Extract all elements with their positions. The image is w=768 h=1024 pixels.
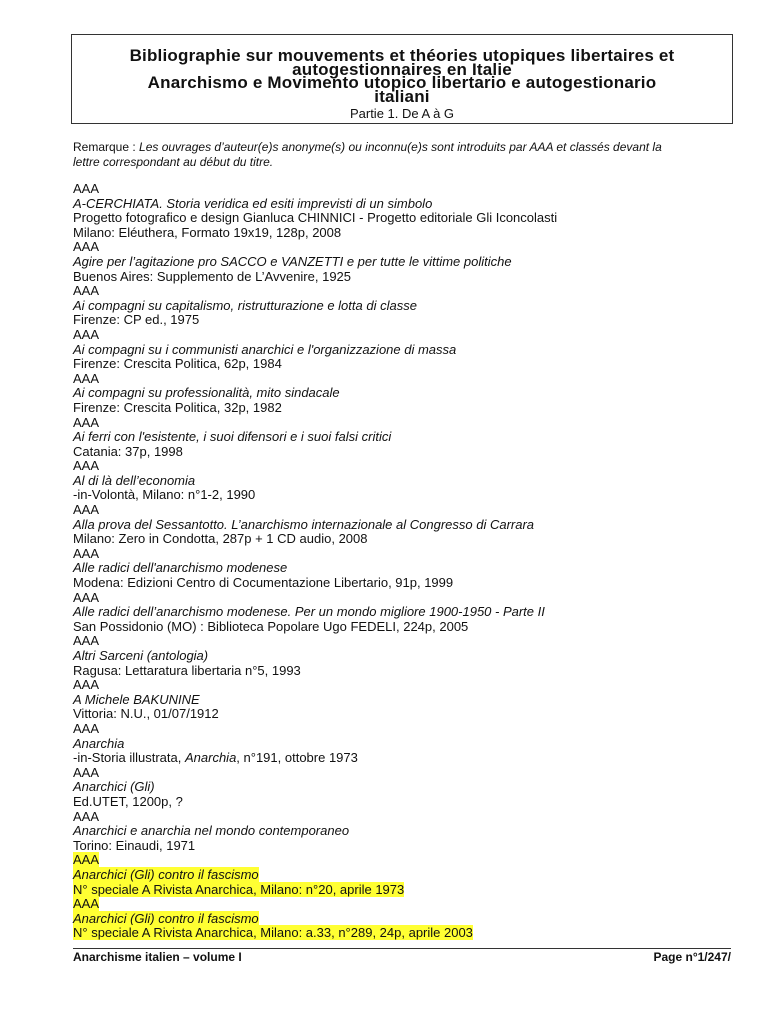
title-it-line2: italiani bbox=[374, 86, 430, 106]
entry-details-italic: Anarchia bbox=[184, 750, 237, 766]
page-number: Page n°1/247/ bbox=[653, 950, 731, 964]
bibliography-entry bbox=[73, 284, 723, 328]
bibliography-entry bbox=[73, 372, 723, 416]
entry-details-after: , n°191, ottobre 1973 bbox=[236, 750, 358, 766]
entry-author: AAA bbox=[73, 502, 100, 518]
entry-title: A-CERCHIATA. Storia veridica ed esiti imprevisti di un simbolo bbox=[73, 195, 433, 211]
entry-author: AAA bbox=[73, 239, 100, 255]
entry-title: Alle radici dell’anarchismo modenese. Per un mondo migliore 1900-1950 - Parte II bbox=[73, 604, 545, 620]
footer-left: Anarchisme italien – volume I bbox=[73, 950, 242, 964]
entry-author: AAA bbox=[73, 458, 100, 474]
entry-details: Milano: Zero in Condotta, 287p + 1 CD audio, 2008 bbox=[73, 531, 368, 547]
entry-author: AAA bbox=[73, 589, 100, 605]
entry-title: Agire per l’agitazione pro SACCO e VANZETTI e per tutte le vittime politiche bbox=[73, 253, 512, 269]
title-it-line1: Anarchismo e Movimento utopico libertario e autogestionario bbox=[147, 73, 657, 92]
bibliography-entry bbox=[73, 240, 723, 284]
bibliography-entry bbox=[73, 459, 723, 503]
bibliography-list bbox=[73, 182, 723, 941]
bibliography-entry bbox=[73, 503, 723, 547]
entry-author: AAA bbox=[73, 720, 100, 736]
bibliography-entry bbox=[73, 766, 723, 810]
entry-details: Modena: Edizioni Centro di Cocumentazione Libertario, 91p, 1999 bbox=[73, 575, 454, 591]
bibliography-entry bbox=[73, 328, 723, 372]
title-fr-line2: autogestionnaires en Italie bbox=[292, 59, 512, 79]
entry-title: Ai compagni su professionalità, mito sindacale bbox=[73, 385, 340, 401]
entry-details: Ragusa: Lettaratura libertaria n°5, 1993 bbox=[73, 662, 301, 678]
entry-details: N° speciale A Rivista Anarchica, Milano: a.33, n°289, 24p, aprile 2003 bbox=[73, 925, 473, 941]
entry-details: San Possidonio (MO) : Biblioteca Popolare Ugo FEDELI, 224p, 2005 bbox=[73, 618, 469, 634]
page-footer bbox=[73, 948, 731, 964]
entry-details: Firenze: Crescita Politica, 62p, 1984 bbox=[73, 356, 282, 372]
entry-author: AAA bbox=[73, 283, 100, 299]
entry-details: Torino: Einaudi, 1971 bbox=[73, 837, 196, 853]
bibliography-entry bbox=[73, 722, 723, 766]
bibliography-entry bbox=[73, 853, 723, 897]
entry-details: Ed.UTET, 1200p, ? bbox=[73, 793, 183, 809]
title-fr-line1: Bibliographie sur mouvements et théories utopiques libertaires et bbox=[129, 46, 675, 65]
entry-details: N° speciale A Rivista Anarchica, Milano: n°20, aprile 1973 bbox=[73, 881, 405, 897]
entry-title: Alle radici dell'anarchismo modenese bbox=[73, 560, 288, 576]
entry-title: Ai compagni su capitalismo, ristrutturazione e lotta di classe bbox=[73, 297, 417, 313]
bibliography-entry bbox=[73, 416, 723, 460]
entry-details: Firenze: CP ed., 1975 bbox=[73, 312, 200, 328]
entry-author: AAA bbox=[73, 852, 100, 868]
remark-text-line2: lettre correspondant au début du titre. bbox=[73, 155, 274, 169]
entry-title: Ai ferri con l'esistente, i suoi difensori e i suoi falsi critici bbox=[73, 429, 392, 445]
entry-title: Alla prova del Sessantotto. L’anarchismo internazionale al Congresso di Carrara bbox=[73, 516, 535, 532]
entry-author: AAA bbox=[73, 545, 100, 561]
entry-title: Anarchici e anarchia nel mondo contemporaneo bbox=[73, 823, 350, 839]
entry-details bbox=[73, 751, 723, 766]
entry-title: Anarchia bbox=[73, 735, 125, 751]
entry-details: Vittoria: N.U., 01/07/1912 bbox=[73, 706, 219, 722]
bibliography-entry bbox=[73, 678, 723, 722]
remark-text-line1: Les ouvrages d’auteur(e)s anonyme(s) ou inconnu(e)s sont introduits par AAA et classés devant la bbox=[139, 140, 662, 154]
bibliography-entry bbox=[73, 591, 723, 635]
entry-details: Milano: Eléuthera, Formato 19x19, 128p, 2008 bbox=[73, 224, 342, 240]
remark-label: Remarque : bbox=[73, 140, 140, 154]
entry-title: Anarchici (Gli) contro il fascismo bbox=[73, 910, 259, 926]
entry-author: AAA bbox=[73, 764, 100, 780]
bibliography-entry bbox=[73, 182, 723, 240]
entry-details: -in-Volontà, Milano: n°1-2, 1990 bbox=[73, 487, 256, 503]
entry-details: Buenos Aires: Supplemento de L’Avvenire, 1925 bbox=[73, 268, 352, 284]
bibliography-entry bbox=[73, 547, 723, 591]
bibliography-entry bbox=[73, 810, 723, 854]
entry-title: Al di là dell’economia bbox=[73, 472, 196, 488]
entry-author: AAA bbox=[73, 326, 100, 342]
entry-author: AAA bbox=[73, 677, 100, 693]
entry-author: AAA bbox=[73, 414, 100, 430]
entry-author: AAA bbox=[73, 181, 100, 196]
entry-title: A Michele BAKUNINE bbox=[73, 691, 200, 707]
entry-details: Firenze: Crescita Politica, 32p, 1982 bbox=[73, 399, 282, 415]
bibliography-entry bbox=[73, 897, 723, 941]
entry-details: Progetto fotografico e design Gianluca CHINNICI - Progetto editoriale Gli Iconcolasti bbox=[73, 210, 558, 226]
entry-title: Anarchici (Gli) contro il fascismo bbox=[73, 866, 259, 882]
entry-details-before: -in-Storia illustrata, bbox=[73, 750, 185, 766]
entry-author: AAA bbox=[73, 633, 100, 649]
entry-title: Anarchici (Gli) bbox=[73, 779, 155, 795]
remark bbox=[73, 140, 713, 170]
entry-author: AAA bbox=[73, 896, 100, 912]
entry-author: AAA bbox=[73, 808, 100, 824]
bibliography-entry bbox=[73, 634, 723, 678]
entry-details: Catania: 37p, 1998 bbox=[73, 443, 183, 459]
entry-author: AAA bbox=[73, 370, 100, 386]
entry-title: Ai compagni su i communisti anarchici e l'organizzazione di massa bbox=[73, 341, 457, 357]
entry-title: Altri Sarceni (antologia) bbox=[73, 648, 209, 663]
title-box bbox=[71, 34, 733, 124]
subtitle: Partie 1. De A à G bbox=[349, 106, 455, 121]
